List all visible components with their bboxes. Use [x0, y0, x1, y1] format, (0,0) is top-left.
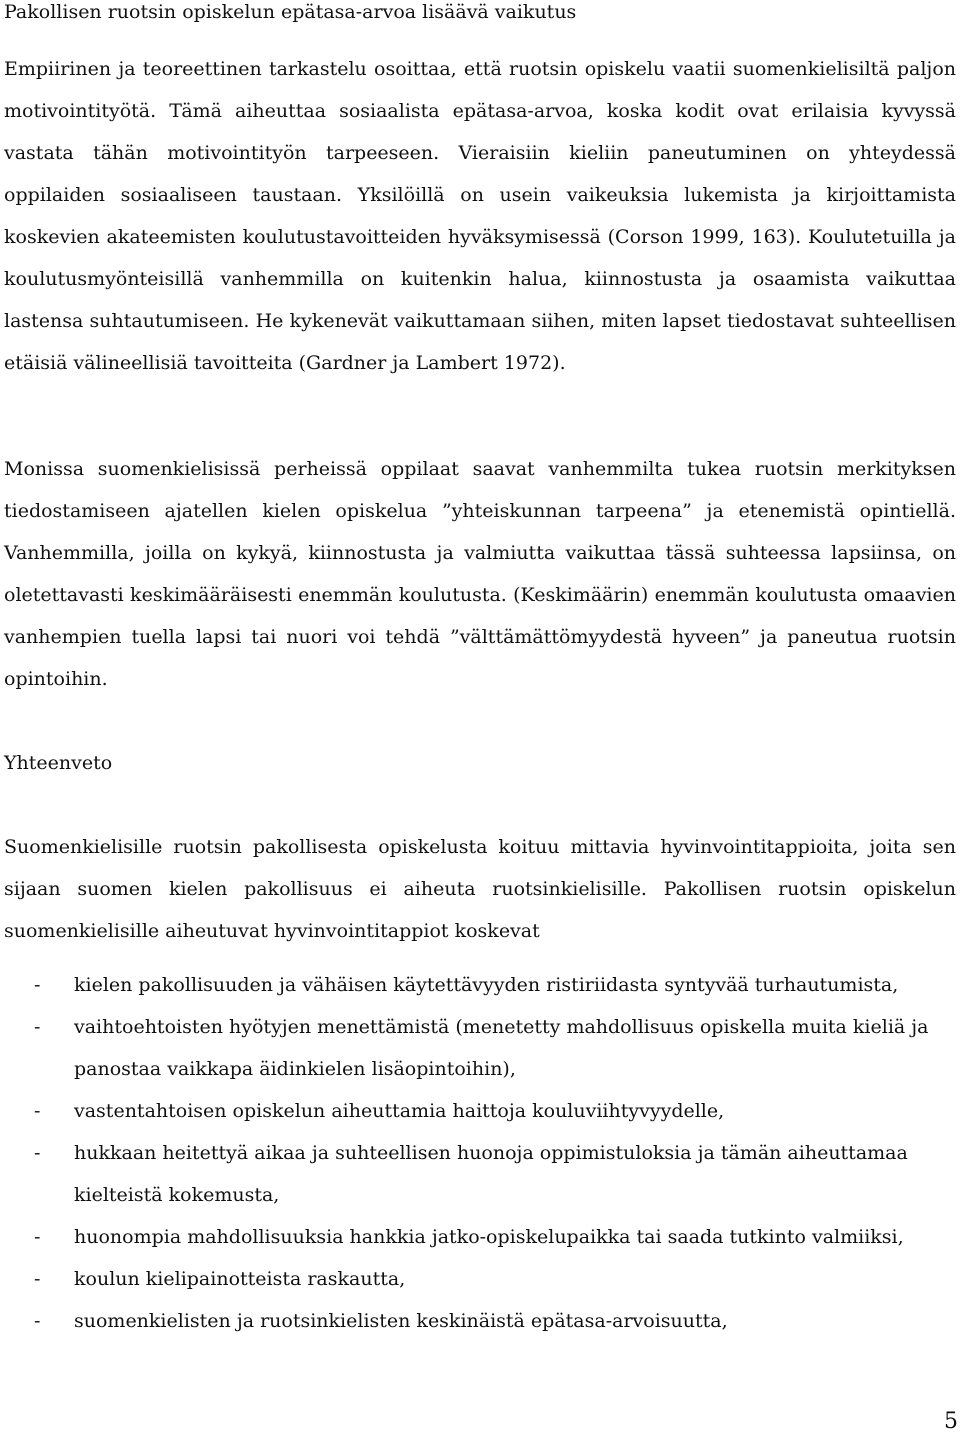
list-dash: -	[34, 1226, 41, 1248]
list-item	[4, 964, 956, 1006]
list-item	[4, 1258, 956, 1300]
document-title: Pakollisen ruotsin opiskelun epätasa-arvoa lisäävä vaikutus	[4, 1, 577, 23]
paragraph-family-support: Monissa suomenkielisissä perheissä oppilaat saavat vanhemmilta tukea ruotsin merkityksen tiedostamiseen ajatellen kielen opiskelua ”yhteiskunnan tarpeena” ja etenemistä opintiellä. Vanhemmilla, joilla on kykyä, kiinnostusta ja valmiutta vaikuttaa tässä suhteessa lapsiinsa, on oletettavasti keskimääräisesti enemmän koulutusta. (Keskimäärin) enemmän koulutusta omaavien vanhempien tuella lapsi tai nuori voi tehdä ”välttämättömyydestä hyveen” ja paneutua ruotsin opintoihin.	[4, 458, 956, 690]
list-item	[4, 1006, 956, 1090]
list-item-text: hukkaan heitettyä aikaa ja suhteellisen huonoja oppimistuloksia ja tämän aiheuttamaa kielteistä kokemusta,	[74, 1142, 908, 1206]
list-item-text: vaihtoehtoisten hyötyjen menettämistä (menetetty mahdollisuus opiskella muita kieliä ja panostaa vaikkapa äidinkielen lisäopintoihin),	[74, 1016, 929, 1080]
list-dash: -	[34, 1100, 41, 1122]
page-number: 5	[944, 1409, 958, 1434]
welfare-loss-list	[4, 964, 956, 1342]
list-item	[4, 1300, 956, 1342]
list-dash: -	[34, 1016, 41, 1038]
list-item-text: vastentahtoisen opiskelun aiheuttamia haittoja kouluviihtyvyydelle,	[74, 1100, 725, 1122]
paragraph-motivation: Empiirinen ja teoreettinen tarkastelu osoittaa, että ruotsin opiskelu vaatii suomenkielisiltä paljon motivointityötä. Tämä aiheuttaa sosiaalista epätasa-arvoa, koska kodit ovat erilaisia kyvyssä vastata tähän motivointityön tarpeeseen. Vieraisiin kieliin paneutuminen on yhteydessä oppilaiden sosiaaliseen taustaan. Yksilöillä on usein vaikeuksia lukemista ja kirjoittamista koskevien akateemisten koulutustavoitteiden hyväksymisessä (Corson 1999, 163). Koulutetuilla ja koulutusmyönteisillä vanhemmilla on kuitenkin halua, kiinnostusta ja osaamista vaikuttaa lastensa suhtautumiseen. He kykenevät vaikuttamaan siihen, miten lapset tiedostavat suhteellisen etäisiä välineellisiä tavoitteita (Gardner ja Lambert 1972).	[4, 58, 956, 374]
list-item	[4, 1216, 956, 1258]
list-item-text: koulun kielipainotteista raskautta,	[74, 1268, 406, 1290]
paragraph-summary: Suomenkielisille ruotsin pakollisesta opiskelusta koituu mittavia hyvinvointitappioita, joita sen sijaan suomen kielen pakollisuus ei aiheuta ruotsinkielisille. Pakollisen ruotsin opiskelun suomenkielisille aiheutuvat hyvinvointitappiot koskevat	[4, 836, 956, 942]
list-item-text: kielen pakollisuuden ja vähäisen käytettävyyden ristiriidasta syntyvää turhautumista,	[74, 974, 899, 996]
list-dash: -	[34, 974, 41, 996]
list-item-text: huonompia mahdollisuuksia hankkia jatko-opiskelupaikka tai saada tutkinto valmiiksi,	[74, 1226, 904, 1248]
list-dash: -	[34, 1142, 41, 1164]
list-item	[4, 1090, 956, 1132]
list-item	[4, 1132, 956, 1216]
list-dash: -	[34, 1310, 41, 1332]
list-dash: -	[34, 1268, 41, 1290]
list-item-text: suomenkielisten ja ruotsinkielisten keskinäistä epätasa-arvoisuutta,	[74, 1310, 728, 1332]
section-heading-summary: Yhteenveto	[4, 752, 113, 774]
